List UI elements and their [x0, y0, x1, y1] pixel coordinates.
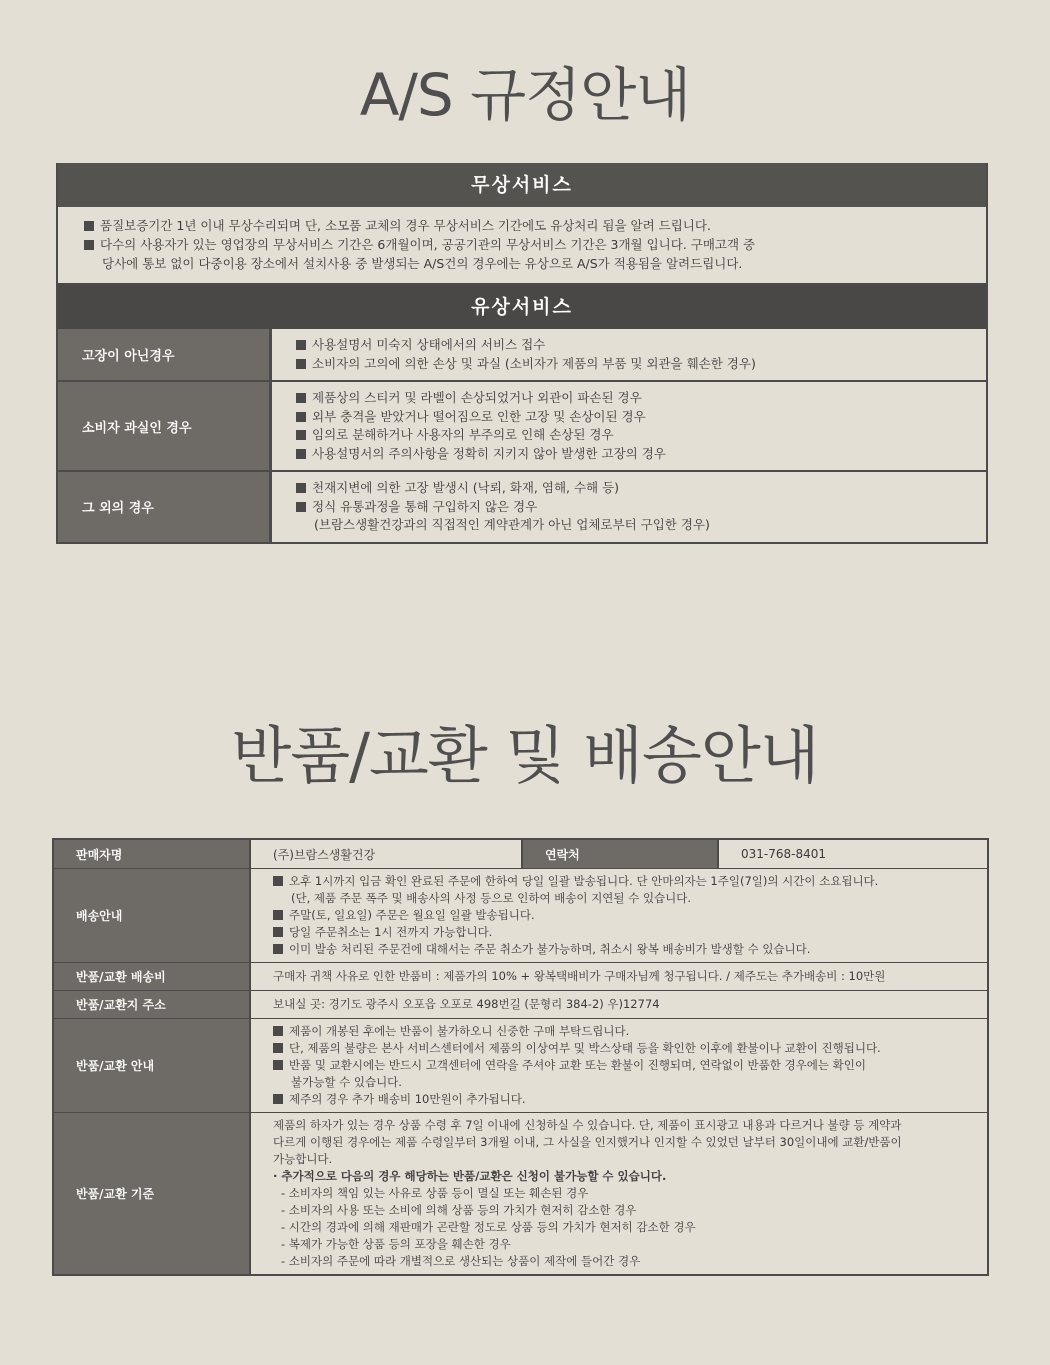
- square-bullet-icon: [84, 221, 94, 231]
- square-bullet-icon: [273, 927, 283, 937]
- criteria-content: 제품의 하자가 있는 경우 상품 수령 후 7일 이내에 신청하실 수 있습니다. 단, 제품이 표시광고 내용과 다르거나 불량 등 계약과 다르게 이행된 경우에는 제품 수령일부터 3개월 이내, 그 사실을 인지했거나 인지할 수 있었던 날부터 30일이내에 교환/반품이 가능합니다. · 추가적으로 다음의 경우 해당하는 반품/교환은 신청이 불가능할 수 있습니다. - 소비자의 책임 있는 사유로 상품 등이 멸실 또는 훼손된 경우 - 소비자의 사용 또는 소비에 의해 상품 등의 가치가 현저히 감소한 경우 - 시간의 경과에 의해 재판매가 곤란할 정도로 상품 등의 가치가 현저히 감소한 경우 - 복제가 가능한 상품 등의 포장을 훼손한 경우 - 소비자의 주문에 따라 개별적으로 생산되는 상품이 제작에 들어간 경우: [251, 1113, 987, 1274]
- square-bullet-icon: [273, 876, 283, 886]
- criteria-row: [54, 1112, 987, 1274]
- criteria-notice: · 추가적으로 다음의 경우 해당하는 반품/교환은 신청이 불가능할 수 있습니다.: [273, 1169, 667, 1183]
- row-label: 소비자 과실인 경우: [58, 382, 272, 470]
- square-bullet-icon: [296, 412, 306, 422]
- square-bullet-icon: [296, 430, 306, 440]
- shipping-content: 오후 1시까지 입금 확인 완료된 주문에 한하여 당일 일괄 발송됩니다. 단 안마의자는 1주일(7일)의 시간이 소요됩니다. (단, 제품 주문 폭주 및 배송사의 사정 등으로 인하여 배송이 지연될 수 있습니다. 주말(토, 일요일) 주문은 월요일 일괄 발송됩니다. 당일 주문취소는 1시 전까지 가능합니다. 이미 발송 처리된 주문건에 대해서는 주문 취소가 불가능하며, 취소시 왕복 배송비가 발생할 수 있습니다.: [251, 869, 987, 962]
- square-bullet-icon: [273, 1094, 283, 1104]
- paid-row: [58, 470, 986, 542]
- paid-row: [58, 380, 986, 470]
- address-row: [54, 990, 987, 1018]
- guide-content: 제품이 개봉된 후에는 반품이 불가하오니 신중한 구매 부탁드립니다. 단, 제품의 불량은 본사 서비스센터에서 제품의 이상여부 및 박스상태 등을 확인한 이후에 환불이나 교환이 진행됩니다. 반품 및 교환시에는 반드시 고객센터에 연락을 주셔야 교환 또는 환불이 진행되며, 연락없이 반품한 경우에는 확인이 불가능할 수 있습니다. 제주의 경우 추가 배송비 10만원이 추가됩니다.: [251, 1019, 987, 1112]
- seller-row: [54, 840, 987, 868]
- square-bullet-icon: [296, 449, 306, 459]
- seller-value: (주)브람스생활건강: [251, 840, 523, 868]
- square-bullet-icon: [273, 1026, 283, 1036]
- as-policy-table: [56, 163, 988, 544]
- paid-service-header: 유상서비스: [58, 285, 986, 329]
- square-bullet-icon: [84, 240, 94, 250]
- address-value: 보내실 곳: 경기도 광주시 오포읍 오포로 498번길 (문형리 384-2) 우)12774: [273, 997, 660, 1011]
- row-content: 천재지변에 의한 고장 발생시 (낙뢰, 화재, 염해, 수해 등) 정식 유통과정을 통해 구입하지 않은 경우 (브람스생활건강과의 직접적인 계약관계가 아닌 업체로부터 구입한 경우): [272, 472, 986, 542]
- row-label: 고장이 아닌경우: [58, 329, 272, 380]
- shipping-label: 배송안내: [54, 869, 251, 962]
- square-bullet-icon: [296, 340, 306, 350]
- free-service-header: 무상서비스: [58, 163, 986, 207]
- guide-row: [54, 1018, 987, 1112]
- square-bullet-icon: [273, 1043, 283, 1053]
- shipping-row: [54, 868, 987, 962]
- free-service-notes: 품질보증기간 1년 이내 무상수리되며 단, 소모품 교체의 경우 무상서비스 기간에도 유상처리 됨을 알려 드립니다. 다수의 사용자가 있는 영업장의 무상서비스 기간은 6개월이며, 공공기관의 무상서비스 기간은 3개월 입니다. 구매고객 중 당사에 통보 없이 다중이용 장소에서 설치사용 중 발생되는 A/S건의 경우에는 유상으로 A/S가 적용됨을 알려드립니다.: [58, 207, 986, 285]
- square-bullet-icon: [296, 359, 306, 369]
- return-exchange-table: [52, 838, 989, 1276]
- contact-value: 031-768-8401: [741, 847, 827, 861]
- return-guide-title: 반품/교환 및 배송안내: [231, 719, 819, 792]
- paid-row: [58, 329, 986, 380]
- criteria-label: 반품/교환 기준: [54, 1113, 251, 1274]
- square-bullet-icon: [296, 502, 306, 512]
- square-bullet-icon: [273, 944, 283, 954]
- row-content: 제품상의 스티커 및 라벨이 손상되었거나 외관이 파손된 경우 외부 충격을 받았거나 떨어짐으로 인한 고장 및 손상이된 경우 임의로 분해하거나 사용자의 부주의로 인해 손상된 경우 사용설명서의 주의사항을 정확히 지키지 않아 발생한 고장의 경우: [272, 382, 986, 470]
- contact-label: 연락처: [523, 840, 719, 868]
- as-guide-title: A/S 규정안내: [359, 61, 691, 129]
- seller-label: 판매자명: [54, 840, 251, 868]
- row-label: 그 외의 경우: [58, 472, 272, 542]
- row-content: 사용설명서 미숙지 상태에서의 서비스 접수 소비자의 고의에 의한 손상 및 과실 (소비자가 제품의 부품 및 외관을 훼손한 경우): [272, 329, 986, 380]
- square-bullet-icon: [273, 910, 283, 920]
- square-bullet-icon: [296, 393, 306, 403]
- square-bullet-icon: [273, 1060, 283, 1070]
- address-label: 반품/교환지 주소: [54, 991, 251, 1018]
- guide-label: 반품/교환 안내: [54, 1019, 251, 1112]
- fee-value: 구매자 귀책 사유로 인한 반품비 : 제품가의 10% + 왕복택배비가 구매자님께 청구됩니다. / 제주도는 추가배송비 : 10만원: [273, 969, 886, 983]
- fee-row: [54, 962, 987, 990]
- square-bullet-icon: [296, 483, 306, 493]
- fee-label: 반품/교환 배송비: [54, 963, 251, 990]
